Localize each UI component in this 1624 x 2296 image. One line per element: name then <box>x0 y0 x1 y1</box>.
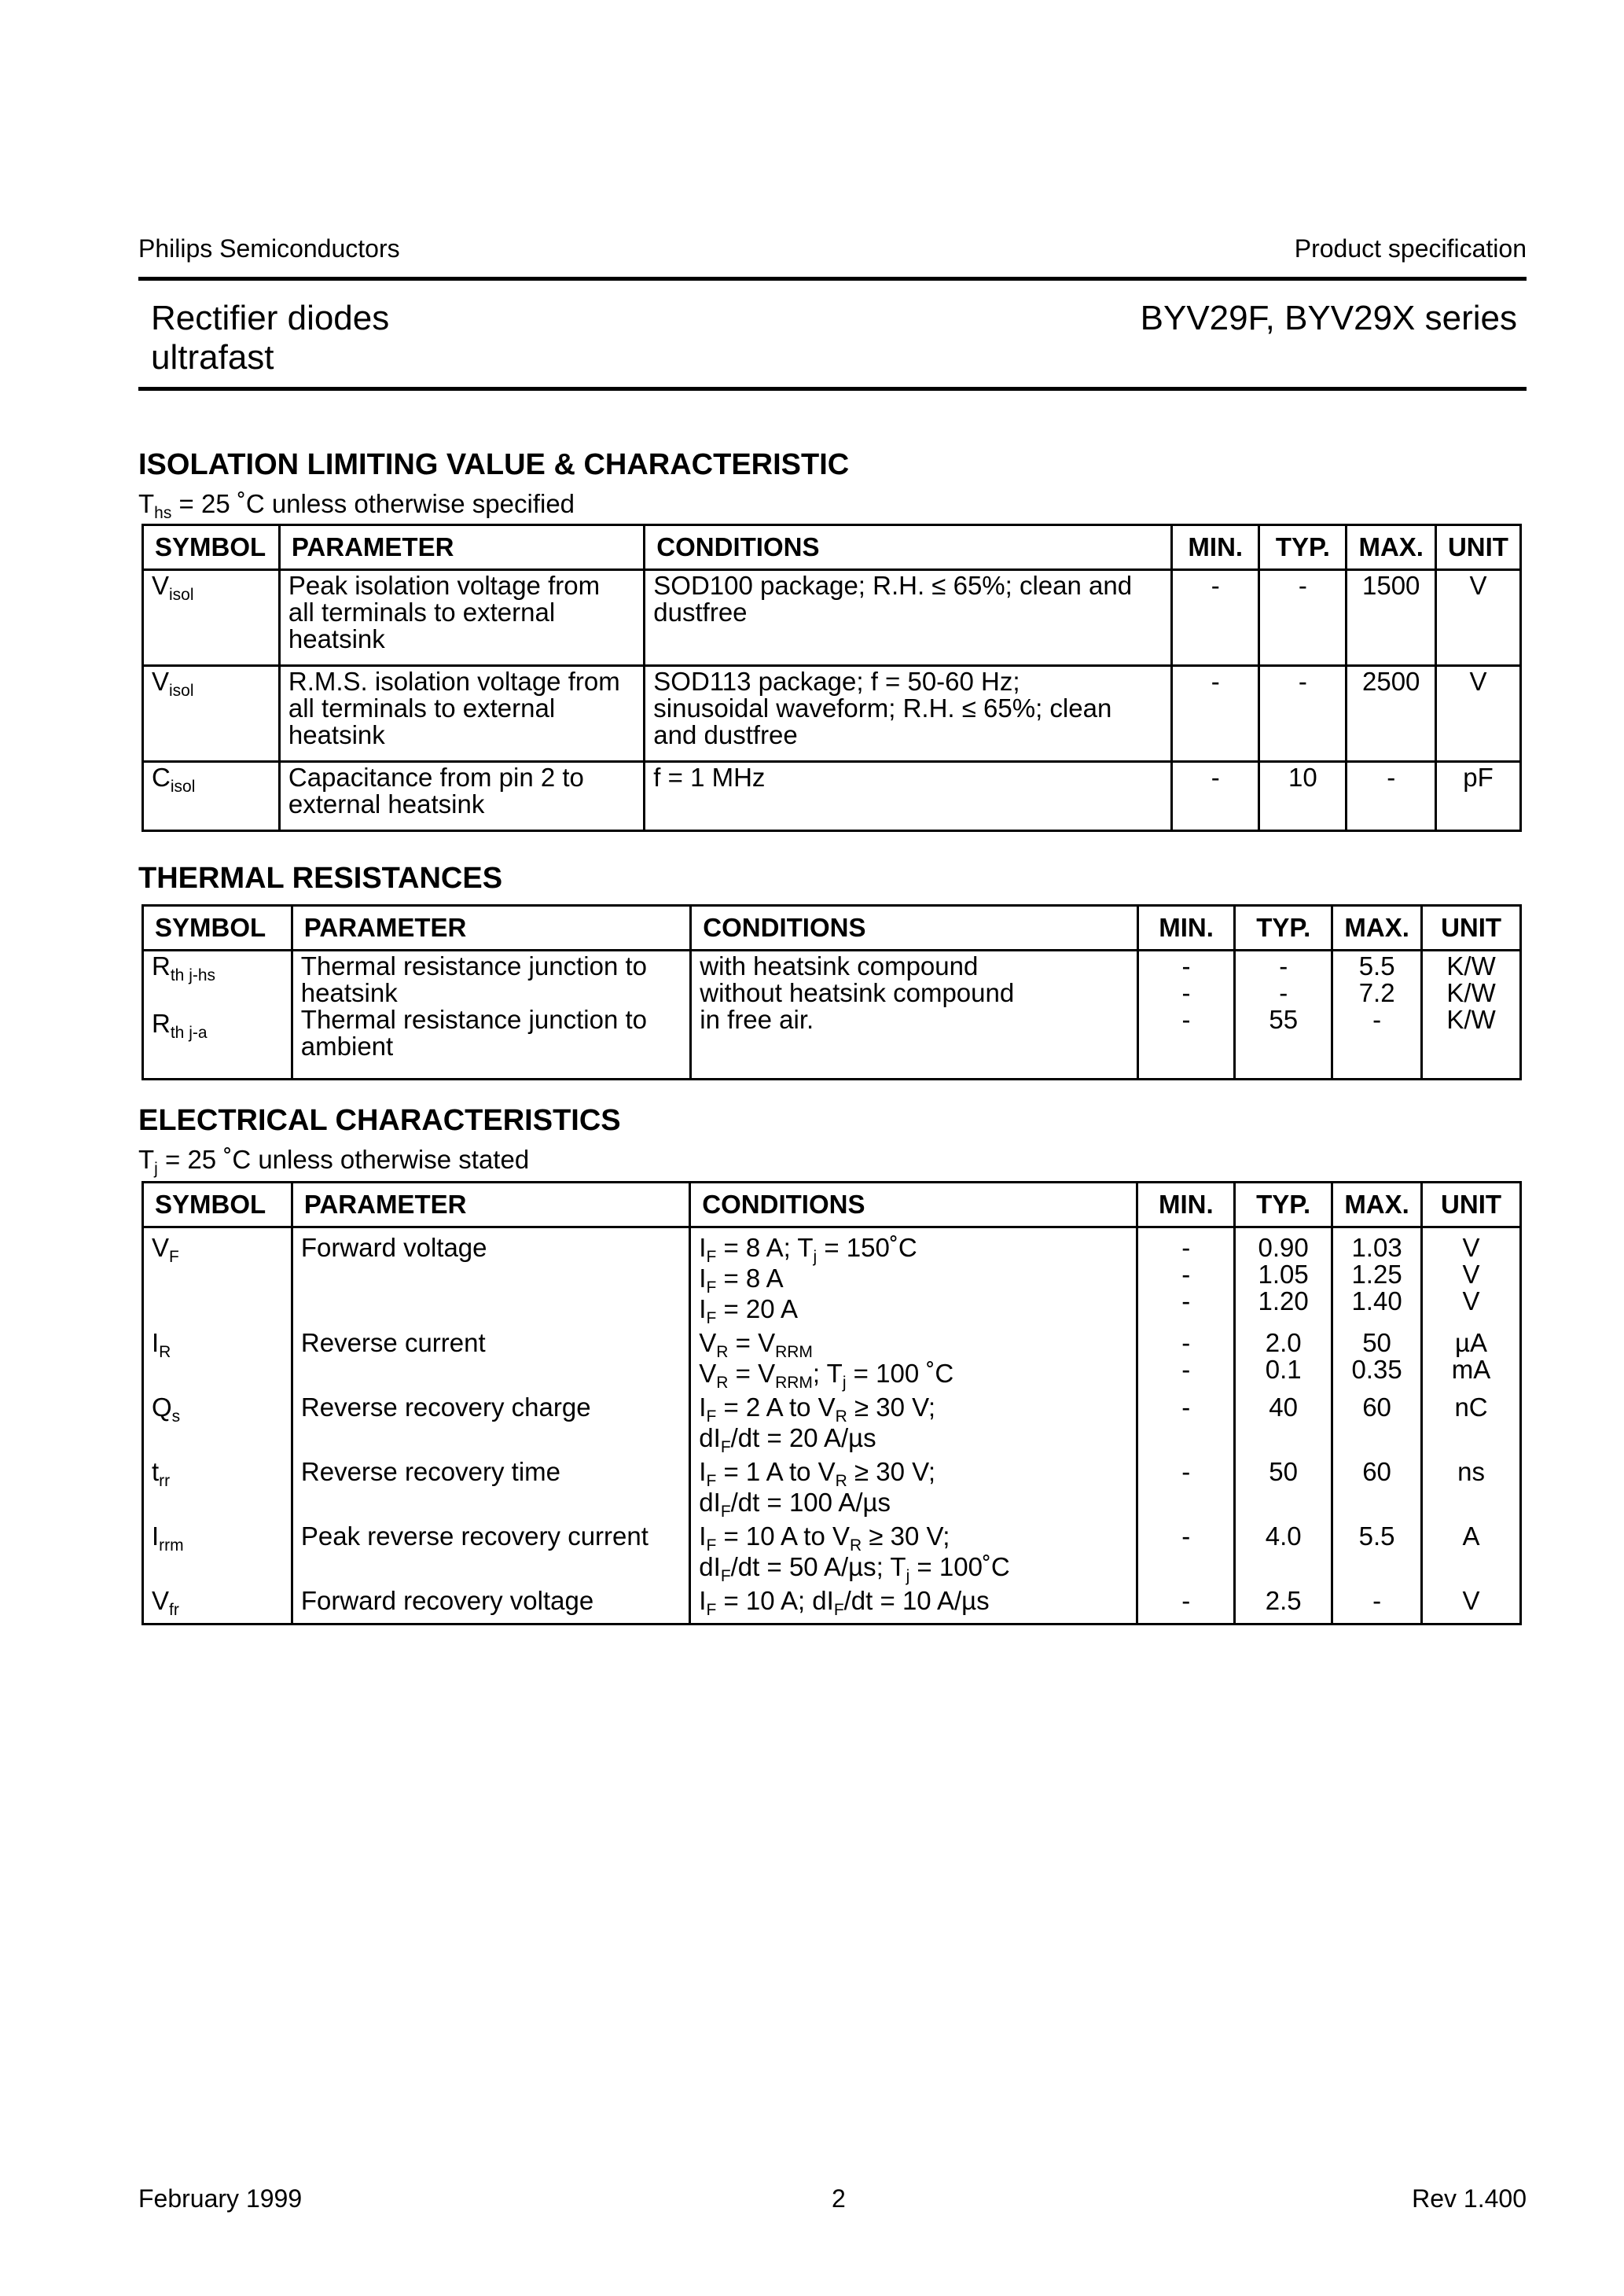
doc-product: BYV29F, BYV29X series <box>1140 299 1517 337</box>
value-line: - <box>1279 951 1288 981</box>
value-line: 7.2 <box>1358 978 1395 1007</box>
symbol-subscript: isol <box>170 778 196 796</box>
text-segment: = 20 A <box>716 1294 798 1323</box>
value-line: - <box>1372 1005 1382 1034</box>
value-line: 5.5 <box>1358 951 1395 981</box>
cell-conditions <box>690 1521 1137 1586</box>
value-line: 2.0 <box>1265 1328 1302 1357</box>
header-company: Philips Semiconductors <box>138 234 400 263</box>
note-subscript: hs <box>154 504 172 522</box>
symbol-subscript: rr <box>159 1472 171 1490</box>
table-row <box>143 666 1521 762</box>
cell-typ <box>1235 951 1332 1080</box>
value-line: V <box>1462 1586 1480 1615</box>
cell-conditions <box>690 1328 1137 1393</box>
value-line: mA <box>1451 1355 1491 1384</box>
value-line: 2.5 <box>1265 1586 1302 1615</box>
col-header-typ: TYP. <box>1259 525 1347 570</box>
value-line: 0.1 <box>1265 1355 1302 1384</box>
symbol <box>152 572 270 603</box>
note-symbol: T <box>138 1145 155 1174</box>
cell-min <box>1137 1393 1235 1457</box>
text-segment: = 8 A; T <box>716 1233 814 1262</box>
value-line: 1.03 <box>1351 1233 1402 1262</box>
title-rule <box>138 387 1527 391</box>
cell-unit <box>1422 1521 1521 1586</box>
condition-line <box>699 1554 1128 1584</box>
symbol-main: V <box>152 667 170 696</box>
value-line: - <box>1181 1233 1191 1262</box>
cell-conditions <box>690 1586 1137 1624</box>
subscript: F <box>833 1601 844 1619</box>
subscript: R <box>716 1374 729 1392</box>
symbol <box>152 1588 283 1618</box>
symbol <box>152 953 283 984</box>
value-line: 1.20 <box>1258 1286 1309 1315</box>
value-line: - <box>1372 1586 1382 1615</box>
text-segment: ≥ 30 V; <box>862 1521 950 1551</box>
text-segment: /dt = 10 A/µs <box>843 1586 990 1615</box>
value-line: - <box>1181 951 1191 981</box>
condition-line: SOD100 package; R.H. ≤ 65%; clean and <box>653 571 1133 600</box>
cell-conditions <box>691 951 1137 1080</box>
symbol <box>152 1234 283 1265</box>
value-line: 40 <box>1269 1393 1299 1422</box>
col-header-conditions: CONDITIONS <box>690 1183 1137 1227</box>
symbol-main: t <box>152 1457 160 1486</box>
cell-typ <box>1235 1393 1332 1457</box>
text-segment: I <box>699 1521 707 1551</box>
value-line: 60 <box>1362 1457 1391 1486</box>
symbol-main: V <box>152 1586 170 1615</box>
isolation-note <box>138 489 575 522</box>
condition-line <box>699 1296 1128 1326</box>
text-segment: /dt = 50 A/µs; T <box>730 1552 906 1581</box>
cell-max <box>1332 1393 1422 1457</box>
cell-parameter <box>292 951 691 1080</box>
col-header-min: MIN. <box>1137 906 1235 951</box>
cell-parameter: Reverse recovery time <box>292 1457 689 1521</box>
cell-max: 2500 <box>1347 666 1436 762</box>
doc-title-line2: ultrafast <box>151 338 274 377</box>
text-segment: = 100 ˚C <box>846 1359 954 1388</box>
text-segment: /dt = 100 A/µs <box>730 1488 891 1517</box>
cell-conditions <box>645 570 1172 666</box>
symbol-main: C <box>152 763 171 792</box>
text-segment: I <box>699 1264 707 1293</box>
cell-conditions <box>690 1393 1137 1457</box>
table-row <box>143 762 1521 831</box>
subscript: F <box>720 1503 731 1521</box>
cell-parameter <box>279 666 644 762</box>
value-line: 55 <box>1269 1005 1299 1034</box>
value-line: ns <box>1457 1457 1485 1486</box>
value-line: - <box>1181 1355 1191 1384</box>
text-segment: = 1 A to V <box>716 1457 836 1486</box>
cell-parameter: Forward voltage <box>292 1227 689 1329</box>
col-header-max: MAX. <box>1332 906 1422 951</box>
text-segment: = 10 A; dI <box>716 1586 834 1615</box>
text-segment: = V <box>728 1359 776 1388</box>
text-segment: = 150˚C <box>817 1233 917 1262</box>
text-segment: dI <box>699 1552 721 1581</box>
value-line: A <box>1462 1521 1480 1551</box>
cell-symbol <box>143 570 280 666</box>
subscript: F <box>706 1536 717 1555</box>
symbol <box>152 1459 283 1489</box>
page-number: 2 <box>832 2184 846 2213</box>
cell-typ <box>1235 1328 1332 1393</box>
value-line: - <box>1181 1005 1191 1034</box>
cell-max: - <box>1347 762 1436 831</box>
cell-symbol <box>143 951 292 1080</box>
cell-max <box>1332 1227 1422 1329</box>
symbol <box>152 668 270 699</box>
cell-unit: pF <box>1435 762 1520 831</box>
cell-unit <box>1422 951 1521 1080</box>
table-header-row <box>143 906 1521 951</box>
header-doc-type: Product specification <box>1294 234 1527 263</box>
text-segment: = 10 A to V <box>716 1521 851 1551</box>
cell-unit <box>1422 1586 1521 1624</box>
condition-line: sinusoidal waveform; R.H. ≤ 65%; clean <box>653 694 1112 723</box>
symbol-main: R <box>152 951 171 981</box>
value-line: 1.40 <box>1351 1286 1402 1315</box>
cell-unit <box>1422 1328 1521 1393</box>
cell-min <box>1137 1521 1235 1586</box>
col-header-symbol: SYMBOL <box>143 1183 292 1227</box>
col-header-min: MIN. <box>1137 1183 1235 1227</box>
subscript: F <box>706 1309 717 1327</box>
symbol-subscript: isol <box>169 682 194 700</box>
condition-line <box>699 1588 1128 1618</box>
condition-line: with heatsink compound <box>700 951 979 981</box>
header-rule <box>138 277 1527 281</box>
cell-parameter: Forward recovery voltage <box>292 1586 689 1624</box>
symbol-main: R <box>152 1009 171 1038</box>
text-segment: V <box>699 1328 717 1357</box>
parameter-line: external heatsink <box>288 789 485 819</box>
value-line: 50 <box>1362 1328 1391 1357</box>
text-segment: dI <box>699 1488 721 1517</box>
cell-min <box>1137 1586 1235 1624</box>
cell-conditions <box>690 1227 1137 1329</box>
condition-line <box>699 1394 1128 1425</box>
subscript: F <box>706 1407 717 1426</box>
value-line: µA <box>1455 1328 1488 1357</box>
value-line: - <box>1181 1260 1191 1289</box>
text-segment: ≥ 30 V; <box>847 1457 936 1486</box>
cell-min <box>1137 1457 1235 1521</box>
note-subscript: j <box>154 1160 158 1178</box>
cell-typ <box>1235 1227 1332 1329</box>
parameter-line: heatsink <box>288 720 385 749</box>
cell-min <box>1137 1328 1235 1393</box>
footer-date: February 1999 <box>138 2184 303 2213</box>
footer-revision: Rev 1.400 <box>1412 2184 1527 2213</box>
note-symbol: T <box>138 489 155 518</box>
value-line: K/W <box>1446 978 1496 1007</box>
isolation-table <box>141 524 1522 832</box>
subscript: F <box>706 1279 717 1297</box>
subscript: j <box>842 1374 847 1392</box>
col-header-typ: TYP. <box>1235 906 1332 951</box>
cell-symbol <box>143 762 280 831</box>
table-row <box>143 1457 1521 1521</box>
value-line: - <box>1181 1457 1191 1486</box>
cell-min: - <box>1172 570 1259 666</box>
text-segment: dI <box>699 1423 721 1452</box>
cell-min <box>1137 951 1235 1080</box>
text-segment: = 2 A to V <box>716 1393 836 1422</box>
col-header-min: MIN. <box>1172 525 1259 570</box>
symbol-subscript: th j-hs <box>170 966 216 984</box>
parameter-line: Peak isolation voltage from <box>288 571 601 600</box>
col-header-parameter: PARAMETER <box>292 906 691 951</box>
col-header-max: MAX. <box>1347 525 1436 570</box>
condition-line <box>699 1459 1128 1489</box>
symbol <box>152 1330 283 1360</box>
table-header-row <box>143 1183 1521 1227</box>
text-segment: ; T <box>812 1359 843 1388</box>
doc-title-line1: Rectifier diodes <box>151 299 390 337</box>
subscript: R <box>716 1343 729 1361</box>
subscript: R <box>835 1407 847 1426</box>
cell-symbol <box>143 1227 292 1329</box>
value-line: 5.5 <box>1358 1521 1395 1551</box>
condition-line <box>699 1265 1128 1296</box>
value-line: 50 <box>1269 1457 1299 1486</box>
thermal-table <box>141 904 1522 1080</box>
value-line: - <box>1181 1286 1191 1315</box>
cell-conditions <box>645 666 1172 762</box>
cell-unit <box>1422 1393 1521 1457</box>
col-header-symbol: SYMBOL <box>143 906 292 951</box>
table-row <box>143 570 1521 666</box>
parameter-line: Thermal resistance junction to <box>300 1005 647 1034</box>
parameter-line: R.M.S. isolation voltage from <box>288 667 620 696</box>
text-segment: = 8 A <box>716 1264 784 1293</box>
electrical-table <box>141 1181 1522 1625</box>
symbol-main: V <box>152 571 170 600</box>
value-line: 1.05 <box>1258 1260 1309 1289</box>
cell-max: 1500 <box>1347 570 1436 666</box>
symbol-subscript: F <box>169 1248 179 1266</box>
value-line: K/W <box>1446 1005 1496 1034</box>
col-header-unit: UNIT <box>1422 906 1521 951</box>
symbol-main: I <box>152 1328 160 1357</box>
value-line: 0.35 <box>1351 1355 1402 1384</box>
condition-line <box>699 1234 1128 1265</box>
symbol-main: Q <box>152 1393 172 1422</box>
cell-symbol <box>143 1393 292 1457</box>
cell-parameter: Reverse current <box>292 1328 689 1393</box>
text-segment: /dt = 20 A/µs <box>730 1423 876 1452</box>
value-line: - <box>1181 1328 1191 1357</box>
value-line: - <box>1279 978 1288 1007</box>
symbol-main: I <box>152 1521 160 1551</box>
cell-min <box>1137 1227 1235 1329</box>
cell-max <box>1332 1521 1422 1586</box>
symbol <box>152 1523 283 1554</box>
condition-line: dustfree <box>653 598 748 627</box>
cell-min: - <box>1172 666 1259 762</box>
subscript: F <box>706 1472 717 1490</box>
symbol-spacer <box>152 984 283 1010</box>
table-row <box>143 1227 1521 1329</box>
cell-unit: V <box>1435 570 1520 666</box>
cell-symbol <box>143 1328 292 1393</box>
parameter-line: Capacitance from pin 2 to <box>288 763 584 792</box>
note-text: = 25 ˚C unless otherwise stated <box>157 1145 530 1174</box>
cell-max <box>1332 1457 1422 1521</box>
cell-typ: - <box>1259 666 1347 762</box>
col-header-parameter: PARAMETER <box>292 1183 689 1227</box>
cell-unit <box>1422 1457 1521 1521</box>
condition-line: in free air. <box>700 1005 814 1034</box>
cell-typ: 10 <box>1259 762 1347 831</box>
cell-parameter: Peak reverse recovery current <box>292 1521 689 1586</box>
symbol <box>152 1394 283 1425</box>
value-line: nC <box>1454 1393 1488 1422</box>
text-segment: I <box>699 1586 707 1615</box>
cell-symbol <box>143 1521 292 1586</box>
cell-unit <box>1422 1227 1521 1329</box>
subscript: R <box>835 1472 847 1490</box>
parameter-line: heatsink <box>300 978 398 1007</box>
value-line: V <box>1462 1233 1480 1262</box>
text-segment: = 100˚C <box>909 1552 1010 1581</box>
condition-line: SOD113 package; f = 50-60 Hz; <box>653 667 1020 696</box>
value-line: 0.90 <box>1258 1233 1309 1262</box>
text-segment: I <box>699 1233 707 1262</box>
subscript: F <box>706 1248 717 1266</box>
cell-parameter: Reverse recovery charge <box>292 1393 689 1457</box>
condition-line <box>699 1330 1128 1360</box>
table-row <box>143 1586 1521 1624</box>
symbol-subscript: R <box>159 1343 171 1361</box>
parameter-line: Thermal resistance junction to <box>300 951 647 981</box>
col-header-typ: TYP. <box>1235 1183 1332 1227</box>
subscript: RRM <box>775 1343 813 1361</box>
cell-symbol <box>143 1457 292 1521</box>
text-segment: I <box>699 1294 707 1323</box>
condition-line: f = 1 MHz <box>653 763 766 792</box>
parameter-line: heatsink <box>288 624 385 653</box>
col-header-unit: UNIT <box>1422 1183 1521 1227</box>
parameter-line: all terminals to external <box>288 694 556 723</box>
symbol-subscript: isol <box>169 586 194 604</box>
isolation-heading: ISOLATION LIMITING VALUE & CHARACTERISTIC <box>138 448 850 481</box>
subscript: F <box>720 1438 731 1456</box>
cell-max <box>1332 1586 1422 1624</box>
electrical-heading: ELECTRICAL CHARACTERISTICS <box>138 1104 621 1137</box>
note-text: = 25 ˚C unless otherwise specified <box>171 489 575 518</box>
col-header-unit: UNIT <box>1435 525 1520 570</box>
table-row <box>143 1521 1521 1586</box>
condition-line <box>699 1425 1128 1455</box>
thermal-heading: THERMAL RESISTANCES <box>138 862 503 895</box>
table-row <box>143 951 1521 1080</box>
value-line: 60 <box>1362 1393 1391 1422</box>
electrical-note <box>138 1145 530 1178</box>
symbol-subscript: s <box>171 1407 181 1426</box>
text-segment: V <box>699 1359 717 1388</box>
value-line: - <box>1181 1393 1191 1422</box>
cell-min: - <box>1172 762 1259 831</box>
col-header-conditions: CONDITIONS <box>645 525 1172 570</box>
subscript: j <box>906 1567 910 1585</box>
table-row <box>143 1328 1521 1393</box>
condition-line <box>699 1489 1128 1520</box>
symbol-subscript: th j-a <box>170 1024 208 1042</box>
condition-line <box>699 1360 1128 1391</box>
symbol <box>152 764 270 795</box>
subscript: RRM <box>775 1374 813 1392</box>
cell-typ: - <box>1259 570 1347 666</box>
value-line: V <box>1462 1260 1480 1289</box>
value-line: 4.0 <box>1265 1521 1302 1551</box>
value-line: - <box>1181 1586 1191 1615</box>
symbol-subscript: fr <box>169 1601 179 1619</box>
parameter-line: ambient <box>300 1032 394 1061</box>
cell-conditions <box>690 1457 1137 1521</box>
condition-line: without heatsink compound <box>700 978 1015 1007</box>
doc-title <box>151 299 389 377</box>
col-header-conditions: CONDITIONS <box>691 906 1137 951</box>
subscript: j <box>813 1248 818 1266</box>
cell-max <box>1332 951 1422 1080</box>
text-segment: I <box>699 1393 707 1422</box>
table-header-row <box>143 525 1521 570</box>
cell-max <box>1332 1328 1422 1393</box>
text-segment: I <box>699 1457 707 1486</box>
subscript: R <box>850 1536 862 1555</box>
text-segment: = V <box>728 1328 776 1357</box>
symbol-subscript: rrm <box>159 1536 184 1555</box>
col-header-parameter: PARAMETER <box>279 525 644 570</box>
condition-line: and dustfree <box>653 720 798 749</box>
text-segment: ≥ 30 V; <box>847 1393 936 1422</box>
cell-typ <box>1235 1586 1332 1624</box>
parameter-line: all terminals to external <box>288 598 556 627</box>
col-header-symbol: SYMBOL <box>143 525 280 570</box>
cell-typ <box>1235 1521 1332 1586</box>
condition-line <box>699 1523 1128 1554</box>
cell-parameter <box>279 762 644 831</box>
cell-unit: V <box>1435 666 1520 762</box>
symbol <box>152 1010 283 1041</box>
cell-symbol <box>143 666 280 762</box>
value-line: K/W <box>1446 951 1496 981</box>
subscript: F <box>706 1601 717 1619</box>
value-line: 1.25 <box>1351 1260 1402 1289</box>
table-row <box>143 1393 1521 1457</box>
cell-symbol <box>143 1586 292 1624</box>
value-line: - <box>1181 1521 1191 1551</box>
cell-parameter <box>279 570 644 666</box>
value-line: - <box>1181 978 1191 1007</box>
value-line: V <box>1462 1286 1480 1315</box>
col-header-max: MAX. <box>1332 1183 1422 1227</box>
symbol-main: V <box>152 1233 170 1262</box>
cell-typ <box>1235 1457 1332 1521</box>
subscript: F <box>720 1567 731 1585</box>
cell-conditions <box>645 762 1172 831</box>
